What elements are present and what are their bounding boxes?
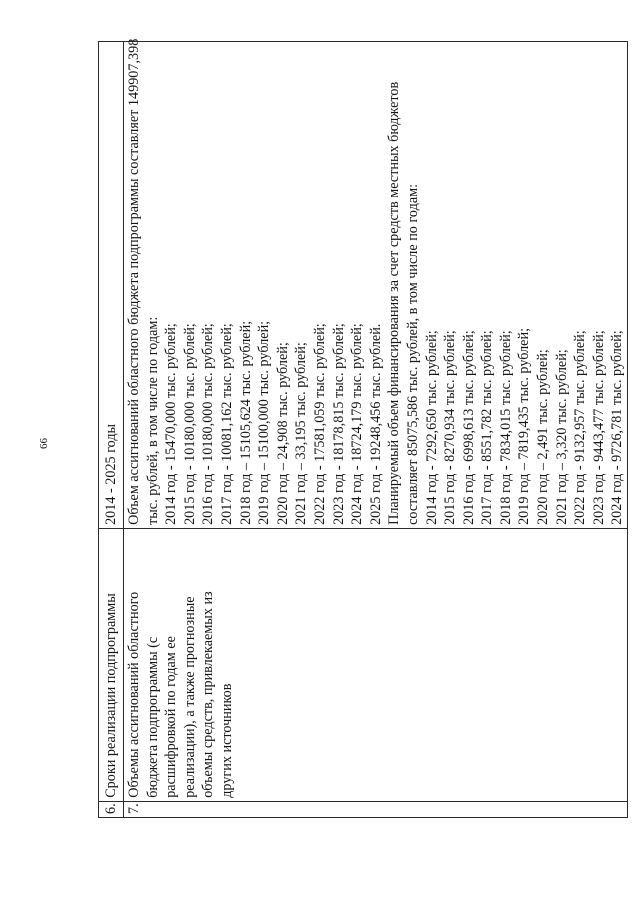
- label-line: других источников: [218, 683, 235, 798]
- row-label: [124, 528, 628, 801]
- label-line: Объемы ассигнований областного: [126, 591, 142, 798]
- label-line: объемы средств, привлекаемых из: [200, 591, 217, 798]
- value-line: 2024 год - 18724,179 тыс. рублей;: [349, 323, 366, 525]
- label-line: расшифровкой по годам ее: [163, 636, 180, 798]
- page-number: 66: [38, 438, 50, 449]
- row-value: 2014 - 2025 годы: [99, 42, 124, 529]
- value-line: составляет 85075,586 тыс. рублей, в том числе по годам:: [404, 183, 421, 525]
- value-line: 2017 год - 10081,162 тыс. рублей;: [218, 323, 235, 525]
- value-line: 2024 год - 9726,781 тыс. рублей;: [609, 330, 626, 525]
- row-number: 7.: [124, 801, 628, 817]
- value-lines: [125, 38, 627, 525]
- value-line: 2018 год - 7834,015 тыс. рублей;: [497, 330, 514, 525]
- value-line: 2017 год - 8551,782 тыс. рублей;: [479, 330, 496, 525]
- rotated-table-page: [98, 38, 626, 818]
- value-line: Планируемый объем финансирования за счет средств местных бюджетов: [386, 81, 403, 525]
- value-line: 2016 год - 10180,000 тыс. рублей;: [200, 323, 217, 525]
- row-value: [124, 38, 628, 529]
- label-line: бюджета подпрограммы (с: [144, 636, 161, 798]
- value-line: 2015 год - 10180,000 тыс. рублей;: [181, 323, 198, 525]
- value-line: 2023 год - 9443,477 тыс. рублей;: [590, 330, 607, 525]
- label-lines: [125, 532, 237, 798]
- value-line: 2023 год - 18178,815 тыс. рублей;: [330, 323, 347, 525]
- table-row-implementation-period: [99, 42, 124, 818]
- value-line: 2019 год – 7819,435 тыс. рублей;: [516, 327, 533, 525]
- value-line: Объем ассигнований областного бюджета подпрограммы составляет 149907,398: [126, 38, 142, 525]
- value-line: 2021 год – 3,320 тыс. рублей;: [553, 349, 570, 525]
- value-line: 2019 год – 15100,000 тыс. рублей;: [256, 320, 273, 525]
- table-row-funding-volumes: [124, 42, 628, 818]
- value-line: 2025 год - 19248,456 тыс. рублей.: [367, 323, 384, 525]
- value-line: 2020 год – 2,491 тыс. рублей;: [535, 349, 552, 525]
- value-line: 2021 год – 33,195 тыс. рублей;: [293, 342, 310, 525]
- subprogram-passport-table: [98, 38, 628, 818]
- row-label: Сроки реализации подпрограммы: [99, 528, 124, 801]
- value-line: 2022 год - 9132,957 тыс. рублей;: [572, 330, 589, 525]
- value-line: 2018 год – 15105,624 тыс. рублей;: [237, 320, 254, 525]
- value-line: тыс. рублей, в том числе по годам:: [144, 316, 161, 525]
- value-line: 2020 год – 24,908 тыс. рублей;: [274, 342, 291, 525]
- value-line: 2022 год - 17581,059 тыс. рублей;: [311, 323, 328, 525]
- value-line: 2016 год - 6998,613 тыс. рублей;: [460, 330, 477, 525]
- value-line: 2014 год - 15470,000 тыс. рублей;: [163, 323, 180, 525]
- row-number: 6.: [99, 801, 124, 817]
- label-line: реализации), а также прогнозные: [181, 596, 198, 798]
- value-line: 2015 год - 8270,934 тыс. рублей;: [442, 330, 459, 525]
- value-line: 2014 год - 7292,650 тыс. рублей;: [423, 330, 440, 525]
